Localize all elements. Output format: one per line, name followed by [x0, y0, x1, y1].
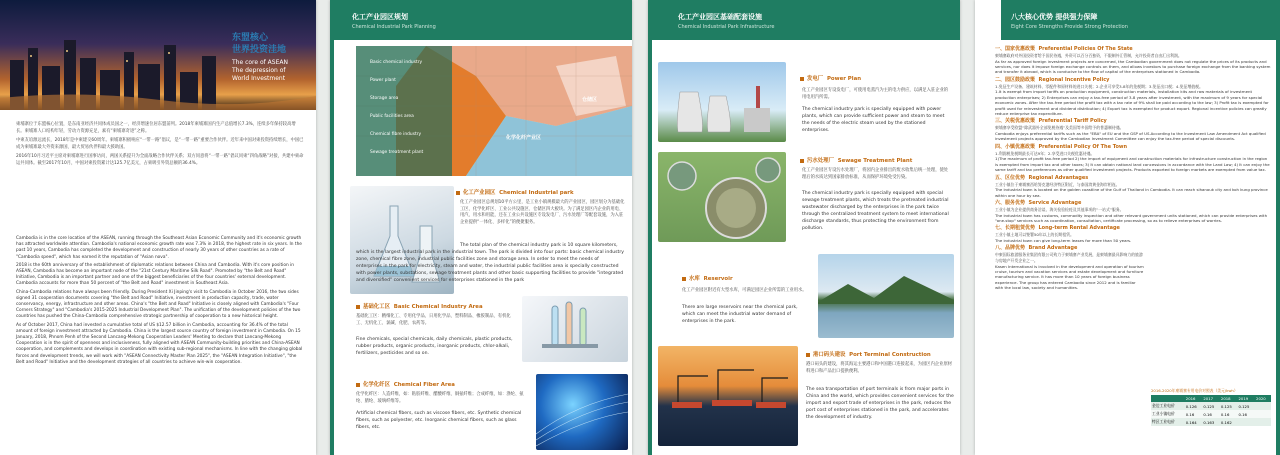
- strength-heading-en: Service Advantage: [1028, 200, 1082, 207]
- strength-heading-en: Regional Advantages: [1028, 174, 1089, 181]
- section-heading-en: Reservoir: [703, 276, 733, 282]
- title-en-line-1: The core of ASEAN: [232, 59, 288, 66]
- section-power-plant-zh: 化工产业园区专设发电厂，可使用电蒸汽为主的电力供应，以满足入驻企业的用电用汽所需。: [802, 88, 949, 100]
- table-caption: 2016-2020年柬埔寨专用电价对照表（美元/kwh）: [1151, 388, 1238, 393]
- section-fiber-heading: [356, 380, 455, 388]
- section-port-zh: 港口码头的建设，将其海运主要港口和中国港口连接起来，为园区内企业原材料进口和产品出口提供便利。: [806, 362, 953, 374]
- section-basic-chemical-zh: 基础化工区：精细化工、专用化学品、日用化学品、塑料制品、橡胶制品、有机化工、无机化工、氯碱、化肥、农药等。: [356, 314, 511, 326]
- table-cell: 0.16: [1220, 411, 1230, 417]
- table-cell: 0.164: [1185, 419, 1197, 425]
- table-cell: [1255, 410, 1271, 418]
- table-cell: 0.126: [1185, 403, 1197, 409]
- section-power-plant-en: The chemical industry park is specially equipped with power plants, which can provide sufficient power and steam to meet the needs of the electric steam used by the stationed enterprises.: [802, 107, 945, 133]
- legend-item: Public facilities area: [370, 114, 414, 119]
- strength-item: [995, 175, 1271, 198]
- table-header-cell: 2016: [1185, 396, 1196, 401]
- table-cell: 0.125: [1203, 403, 1215, 409]
- map-legend: [356, 46, 452, 176]
- legend-item: Storage area: [370, 96, 399, 101]
- strength-en: 1)The maximum of profit tax-free period 2) the import of equipment and construction materials for infrastructure construction in the region is exempted from import tax and other taxes; 3) It can obtain national land concessions in accordance with the Land Law; 4) It can enjoy the same tariff and tax preferences as other qualified investment projects. Products exported to foreign markets are exempted from value tax.: [995, 156, 1270, 173]
- strength-en: Kasen International is involved in the development and operation of tourism cruise, tourism and vacation services and estate development and furniture manufacturing service. It has more than 10 years of foreign business experience. The group has entered Cambodia since 2012 and is familiar with the local law, society and humanities.: [995, 263, 1144, 291]
- page-core-strengths: [975, 0, 1280, 455]
- section-heading-zh: 污水处理厂: [807, 158, 834, 164]
- strength-heading-zh: 八、品牌优势: [995, 245, 1026, 252]
- strength-en: The industrial town is located on the golden coastline of the Gulf of Thailand in Cambodia. It can reach sihanouk city and koh kung province within one hour by sea.: [995, 187, 1268, 198]
- table-cell: [1255, 402, 1271, 410]
- section-heading-zh: 发电厂: [807, 76, 824, 82]
- strength-zh: 柬埔寨享受欧盟“除武器外全部免税待遇”及美国等多国给予的普惠制待遇。: [995, 125, 1124, 131]
- section-sewage-heading: [800, 156, 912, 164]
- header-title-en: Eight Core Strengths Provide Strong Protection: [1011, 24, 1128, 30]
- lab-equipment-image: [522, 296, 628, 362]
- sewage-tanks-icon: [658, 152, 786, 242]
- fiber-strands-icon: [536, 374, 628, 450]
- section-heading-zh: 港口码头建设: [813, 352, 846, 358]
- page-edge-bar: [648, 40, 652, 455]
- title-en-line-2: The depression of: [232, 67, 286, 74]
- strength-heading-en: Preferential Tariff Policy: [1038, 118, 1107, 125]
- table-header-cell: [1151, 395, 1185, 402]
- legend-item: Basic chemical industry: [370, 60, 423, 65]
- title-en-line-3: World Investment: [232, 75, 286, 82]
- table-cell: 0.16: [1185, 411, 1195, 417]
- header-title-zh: 八大核心优势 提供强力保障: [1011, 13, 1098, 21]
- strength-heading-zh: 七、长期租赁优势: [995, 225, 1036, 232]
- strength-item: [995, 77, 1271, 117]
- table-cell: 特区工业电价: [1152, 419, 1175, 424]
- section-heading-en: Basic Chemical Industry Area: [393, 304, 483, 310]
- strength-item: [995, 46, 1271, 75]
- zone-label-chemical-fiber: 化学化纤产业区: [506, 135, 542, 141]
- section-basic-chemical-heading: [356, 302, 483, 310]
- page-edge-bar: [330, 0, 334, 455]
- table-cell: 0.163: [1203, 419, 1215, 425]
- strength-heading-en: Preferential Policies Of The State: [1038, 46, 1133, 52]
- strengths-list: [995, 46, 1271, 293]
- section-heading-zh: 化学化纤区: [363, 382, 390, 388]
- strength-heading-zh: 二、园区鼓励政策: [995, 76, 1036, 83]
- table-header-cell: 2017: [1203, 396, 1214, 401]
- strength-heading-en: Long-term Rental Advantage: [1038, 225, 1120, 232]
- table-cell: [1237, 418, 1255, 426]
- section-port-heading: [806, 350, 931, 358]
- en-paragraph: Cambodia is in the core location of the ASEAN, running through the Southeast Asian Economic Community and it's economic growth has attracted worldwide attention. Cambodia's national economic growth rate was 7.3% in 2018, the highest rate in six years. In the past 10 years, Cambodia has completed the development and construction of nearly 30 years of other countries as a rate of "Cambodia speed", which has earned it the reputation of "Asian nova".: [16, 236, 302, 260]
- section-chemical-park-zh: 化工产业园区总规划10平方公里，是工业小镇规模最大的产业园区，园区划分为基础化工区、化学化纤区、工业公共设施区、仓储区四大板块。为了满足园区内企业的用电、用汽、用水和用能，还在工业公共设施区专设发电厂、污水处理厂等配套设施，为入驻企业提供“一体化、多样化”的便捷服务。: [460, 200, 625, 225]
- strength-heading-en: Preferential Policy Of The Town: [1038, 143, 1128, 150]
- electricity-price-table: [1151, 388, 1271, 426]
- section-reservoir-zh: 化工产业园区附近有大型水库，可满足园区企业所需的工业用水。: [682, 288, 807, 293]
- en-paragraph: 2018 is the 60th anniversary of the establishment of diplomatic relations between China and Cambodia. With it's core position in ASEAN, Cambodia has become an important node of the "21st Century Maritime Silk Road". Promoted by "the Belt and Road" Initiative, Cambodia is an important partner and one of the biggest beneficiaries of the four countries' external development. Cambodia accounts for more than 50 percent of "the Belt and Road" investment in Southeast Asia.: [16, 262, 294, 287]
- en-paragraph: As of October 2017, China had invested a cumulative total of US $12.57 billion in Cambodia, accounting for 36.4% of the total amount of foreign investment attracted by Cambodia. China is the largest source country of foreign investment in Cambodia. On 15 January, 2018, Phnom Penh of the Second Lancang-Mekong Cooperation Leaders' Meeting to declare that Lancang-Mekong Cooperation is in the spirit of openness and inclusiveness, fully aligned with ASEAN Community-building priorities and China-ASEAN cooperation, and complements and develops in coordination with existing sub-regional mechanisms. In line with the changing global forces and development trends, we will work with "ASEAN Connectivity Master Plan 2025", the "ASEAN Integration Initiative", "the Belt and Road" Initiative and the development strategies of all countries to achieve win-win cooperation.: [16, 322, 303, 365]
- section-heading-en: Chemical Industrial park: [499, 190, 574, 196]
- port-terminal-image: [658, 346, 798, 446]
- header-title-zh: 化工产业园区基础配套设施: [678, 13, 762, 21]
- table-cell: 0.125: [1238, 403, 1250, 409]
- strength-item: [995, 245, 1145, 290]
- zone-label-storage: 仓储区: [582, 97, 598, 103]
- strength-heading-zh: 五、区位优势: [995, 174, 1026, 181]
- section-port-en: The sea transportation of port terminals is from major ports in China and the world, which provides convenient services for the import and export trade of enterprises in the park, reduces the port cost of enterprises stationed in the park, and accelerates the development of industry.: [806, 387, 954, 420]
- header-title-zh: 化工产业园区规划: [352, 13, 408, 21]
- legend-item: Sewage treatment plant: [370, 150, 424, 155]
- table-header-cell: 2019: [1238, 396, 1249, 401]
- mountain-lake-icon: [818, 254, 954, 338]
- section-chemical-park-en: The total plan of the chemical industry park is 10 square kilometers, which is the largest industrial park in the industrial town. The park is divided into four parts: basic chemical industry zone, chemical fibre zone, industrial public facilities zone and storage area. In order to meet the needs of enterprises in the park for electricity, steam and water, the industrial public facilities area is specially constructed with power plants, substations, sewage treatment plants and other basic supporting facilities to provide "integrated and diversified" convenient services for enterprises stationed in the park: [356, 243, 624, 283]
- section-reservoir-en: There are large reservoirs near the chemical park, which can meet the industrial water demand of enterprises in the park.: [682, 305, 798, 324]
- strength-zh: 1.利润税免税期最长可达9年；2.享受进口关税优惠待遇。: [995, 150, 1095, 156]
- section-heading-en: Sewage Treatment Plant: [837, 158, 913, 164]
- page-cambodia-overview: [0, 0, 316, 455]
- strength-heading: [995, 200, 1271, 207]
- legend-item: Power plant: [370, 78, 396, 83]
- strength-heading: [995, 175, 1271, 182]
- strength-heading-zh: 四、小镇优惠政策: [995, 143, 1036, 150]
- table-cell: 金边工业电价: [1152, 403, 1175, 408]
- strength-en: The industrial town can give long-term leases for more than 50 years.: [995, 238, 1132, 244]
- strength-zh: 工业小镇土地可以签署50年以上的长期租赁。: [995, 232, 1074, 238]
- strength-zh: 工业小镇为企业提供商务洽谈、海关检验检疫及其他事项的“一站式”服务。: [995, 207, 1124, 213]
- page-park-infrastructure: [648, 0, 960, 455]
- table-header-cell: 2020: [1256, 396, 1266, 401]
- strength-en: As far as approved foreign investment projects are concerned, the Cambodian government does not regulate the prices of its products and services, nor does it impose foreign exchange controls on them, and allows investors to purchase foreign exchange from the banking system and transfer it abroad, which is conducive to the flow of capital of the enterprises stationed in Cambodia.: [995, 58, 1271, 75]
- power-plant-icon: [658, 62, 786, 142]
- section-heading-zh: 基础化工区: [363, 304, 390, 310]
- table-cell: [1255, 418, 1271, 426]
- section-fiber-en: Artificial chemical fibers, such as viscose fibers, etc. Synthetic chemical fibers, such as polyester, etc. Inorganic chemical fibers, such as glass fibers, etc.: [356, 411, 522, 430]
- page-edge-bar: [1276, 0, 1280, 455]
- table-row: [1151, 410, 1271, 418]
- legend-item: Chemical fibre industry: [370, 132, 422, 137]
- strength-heading: [995, 46, 1271, 53]
- header-title-en: Chemical Industrial Park Planning: [352, 24, 436, 30]
- table-row: [1151, 402, 1271, 410]
- strength-heading: [995, 77, 1271, 84]
- fiber-image: [536, 374, 628, 450]
- en-text-block: [16, 236, 304, 366]
- strength-zh: 柬埔寨政府对外国投资者给予国民待遇，外资可以百分百独资，不限制外汇管制，允许投资者自由汇出利润。: [995, 53, 1182, 58]
- table-header-row: [1151, 395, 1271, 402]
- strength-item: [995, 200, 1271, 223]
- header-title-en: Chemical Industrial Park Infrastructure: [678, 24, 775, 30]
- power-plant-image: [658, 62, 786, 142]
- zh-paragraph: 2016年10月习近平主席对柬埔寨进行国事访问，两国关系提升为全面战略合作伙伴关系；双方同意将“一带一路”倡议同柬“四角战略”对接，共建中柬命运共同体。截至2017年10月，中国对柬投资累计达125.7亿美元，占柬吸引外资总额的36.4%。: [16, 154, 304, 166]
- strength-en: The industrial town has customs, commodity inspection and other relevant government units stationed, which can provide enterprises with "one-stop" services such as coordination, consultation, certificate processing, so as to relieve enterprises of worries.: [995, 212, 1268, 224]
- section-basic-chemical-en: Fine chemicals, special chemicals, daily chemicals, plastic products, rubber products, organic products, inorganic products, chlor-alkali, fertilizers, pesticides and so on.: [356, 337, 513, 356]
- strength-item: [995, 118, 1271, 141]
- header-band: [334, 0, 632, 40]
- section-fiber-zh: 化学化纤区：人造纤维，如：粘胶纤维、醋酸纤维、铜氨纤维；合成纤维，如：涤纶、氨纶、腈纶、玻璃纤维等。: [356, 392, 524, 404]
- zh-text-block: [16, 122, 304, 168]
- header-band: [648, 0, 960, 40]
- strength-heading-en: Brand Advantage: [1028, 245, 1078, 252]
- section-heading-en: Power Plan: [826, 76, 862, 82]
- table-cell: 0.16: [1238, 411, 1247, 417]
- strength-heading: [995, 245, 1145, 252]
- strength-heading-zh: 六、服务优势: [995, 200, 1026, 207]
- strength-zh: 工业小镇位于柬埔寨西哈努克港经济特区附近，与泰国湾黄金海岸相连。: [995, 181, 1120, 187]
- section-reservoir-heading: [682, 274, 733, 282]
- table-row: [1151, 418, 1271, 426]
- strength-en: 1.It is exempt from import tariffs on production equipment, construction materials, installation kits and raw materials of investment production enterprises; 2) Enterprises can enjoy a tax-free period of 3-8 years after investment, with the maximum of 9 years for special economic zones. After the tax-free period the profit tax with a tax rate of 9% shall be paid according to the law; 3) Profit tax is exempted for profit used for reinvestment and dividend distribution; 4) Export tax is exempted for product export. Regional incentive policies can greatly reduce enterprise tax expenditure.: [995, 89, 1269, 117]
- zh-paragraph: 中柬友谊源远流长，2018年是中柬建交60周年。柬埔寨积极响应“一带一路”倡议，是“一带一路”重要合作伙伴。近年来中国对柬投资持续增长，中国已成为柬埔寨最大外资来源国、最大贸易伙伴和最大援助国。: [16, 138, 304, 150]
- table-cell: 工业小镇电价: [1152, 411, 1175, 416]
- section-power-plant-heading: [800, 74, 861, 82]
- reservoir-image: [818, 254, 954, 338]
- header-band: [1001, 0, 1280, 40]
- price-table: [1151, 395, 1271, 426]
- strength-zh: 1.免征生产设备、建筑材料、零配件和原材料的进口关税；2.企业可享受3-8年的免税期；3.免征出口税；4.免征增值税。: [995, 83, 1203, 89]
- section-sewage-zh: 化工产业园区专设污水处理厂，将园内企业排出的废水收集后统一处理，使处理后的水质达到国家排放标准，从而保护环境免受污染。: [802, 168, 949, 180]
- table-cell: 0.125: [1220, 403, 1232, 409]
- strength-heading: [995, 118, 1271, 125]
- title-zh-line-1: 东盟核心: [232, 33, 269, 43]
- page-park-planning: [330, 0, 632, 455]
- strength-item: [995, 144, 1271, 173]
- title-zh-line-2: 世界投资洼地: [232, 45, 287, 55]
- strength-heading-zh: 三、关税优惠政策: [995, 118, 1036, 125]
- strength-heading: [995, 225, 1271, 232]
- zh-paragraph: 柬埔寨位于东盟核心位置，是东南亚经济共同体成员国之一，经济增速位居东盟前列。2018年柬埔寨国内生产总值增长7.3%，连续多年保持较高增长。柬埔寨人口结构年轻，劳动力资源充足，素有“柬埔寨奇迹”之称。: [16, 122, 296, 134]
- test-tube-icon: [522, 296, 628, 362]
- port-cranes-icon: [658, 346, 798, 446]
- strength-heading-en: Regional Incentive Policy: [1038, 76, 1110, 83]
- title-block: [232, 32, 316, 83]
- section-heading-zh: 化工产业园区: [463, 190, 496, 196]
- park-map: [356, 46, 632, 176]
- strength-zh: 中柬国际旅游服务业集团有限公司致力于柬埔寨产业发展，是柬埔寨最具影响力的旅游与房地产开发企业之一。: [995, 252, 1143, 264]
- strength-item: [995, 225, 1271, 243]
- strength-heading-zh: 一、国家优惠政策: [995, 46, 1036, 52]
- table-cell: 0.162: [1220, 419, 1232, 425]
- section-heading-zh: 水库: [689, 276, 700, 282]
- section-chemical-park-heading: [456, 188, 574, 196]
- strength-en: Cambodia enjoys preferential tariffs such as the "EBA" of EU and the GSP of US.According to the Investment Law Amendment Act qualified investment projects approved by the Cambodian Investment Committee can enjoy the tax-free period of special discounts.: [995, 131, 1266, 142]
- en-paragraph: China-Cambodia relations have always been friendly. During President Xi Jinping's visit to Cambodia in October 2016, the two sides signed 31 cooperation documents covering "the Belt and Road" Initiative, investment in production capacity, trade, water conservancy, energy, infrastructure and other areas. China's "the Belt and Road" Initiative is closely aligned with Cambodia's "Four Corners Strategy" and "Cambodia's 2015-2025 Industrial Development Plan". The unification of the development policies of the two countries has pushed the China-Cambodia comprehensive strategic partnership of cooperation to a new historical height.: [16, 289, 301, 320]
- strength-heading: [995, 144, 1271, 151]
- sewage-plant-image: [658, 152, 786, 242]
- table-header-cell: 2018: [1220, 396, 1231, 401]
- section-sewage-en: The chemical industry park is specially equipped with special sewage treatment plants, which treats the pretreated industrial wastewater discharged by the enterprises in the park twice through the centralized treatment system to meet international discharge standards, thus protecting the environment from pollution.: [802, 191, 949, 231]
- section-heading-en: Chemical Fiber Area: [393, 382, 455, 388]
- table-cell: 0.16: [1203, 411, 1212, 417]
- section-heading-en: Port Terminal Construction: [849, 352, 931, 358]
